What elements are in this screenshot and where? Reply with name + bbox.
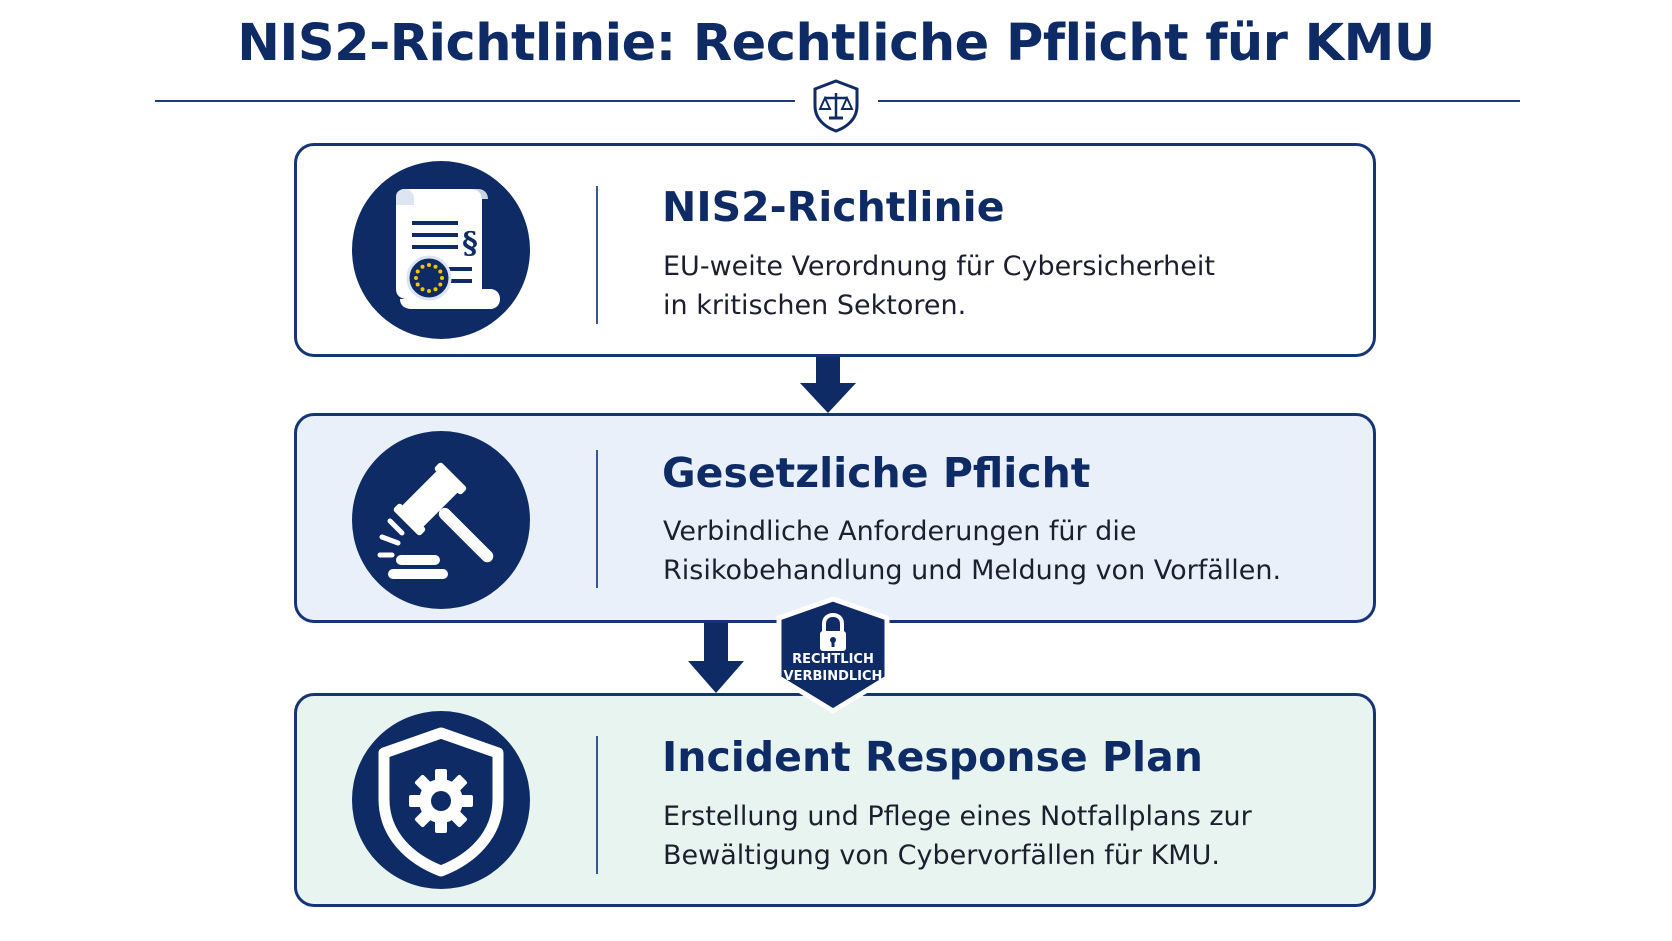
title-divider-right xyxy=(878,100,1520,102)
description-line: Bewältigung von Cybervorfällen für KMU. xyxy=(663,840,1220,871)
step-description xyxy=(663,247,1363,325)
description-line: Risikobehandlung und Meldung von Vorfällen. xyxy=(663,555,1282,586)
shield-icon-circle xyxy=(352,711,530,889)
document-icon-circle xyxy=(352,161,530,339)
seal-line: RECHTLICH xyxy=(792,652,874,667)
step-title: NIS2-Richtlinie xyxy=(662,183,1005,231)
gavel-icon xyxy=(352,431,530,609)
card-divider xyxy=(596,450,598,588)
down-arrow-icon xyxy=(798,357,858,413)
seal-line: VERBINDLICH xyxy=(783,669,883,684)
step-title: Incident Response Plan xyxy=(662,733,1203,781)
svg-text:§: § xyxy=(462,226,478,261)
step-description xyxy=(663,512,1363,590)
description-line: in kritischen Sektoren. xyxy=(663,290,967,321)
scales-shield-icon xyxy=(811,79,861,133)
down-arrow-icon xyxy=(686,623,746,693)
step-card-nis2-directive xyxy=(294,143,1376,357)
step-card-incident-response xyxy=(294,693,1376,907)
seal-label xyxy=(773,651,893,685)
card-divider xyxy=(596,186,598,324)
step-card-legal-obligation xyxy=(294,413,1376,623)
title-divider-left xyxy=(155,100,795,102)
page-title: NIS2-Richtlinie: Rechtliche Pflicht für KMU xyxy=(237,14,1435,73)
card-divider xyxy=(596,736,598,874)
description-line: Erstellung und Pflege eines Notfallplans zur xyxy=(663,801,1252,832)
shield-gear-icon xyxy=(352,711,530,889)
gavel-icon-circle xyxy=(352,431,530,609)
step-description xyxy=(663,797,1363,875)
legal-document-eu-seal-icon xyxy=(352,161,530,339)
description-line: Verbindliche Anforderungen für die xyxy=(663,516,1137,547)
description-line: EU-weite Verordnung für Cybersicherheit xyxy=(663,251,1215,282)
step-title: Gesetzliche Pflicht xyxy=(662,449,1091,497)
